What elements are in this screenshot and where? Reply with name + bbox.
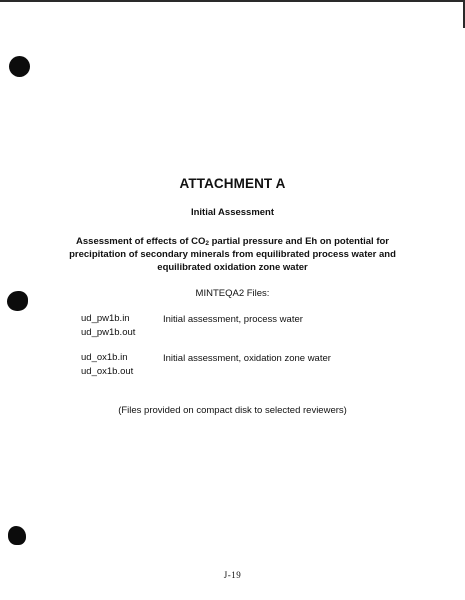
file-name: ud_pw1b.out — [81, 327, 136, 338]
file-name: ud_ox1b.out — [81, 366, 134, 377]
punch-hole-top — [9, 56, 30, 77]
file-name: ud_pw1b.in — [81, 313, 130, 324]
description-part-2: partial pressure and Eh on potential for precipitation of secondary minerals from equilibrated process water and equilibrated oxidation zone water — [69, 236, 396, 273]
file-group-description: Initial assessment, process water — [163, 314, 303, 325]
description-part-1: Assessment of effects of CO — [76, 236, 206, 247]
files-note: (Files provided on compact disk to selected reviewers) — [118, 405, 347, 416]
attachment-subtitle: Initial Assessment — [190, 207, 275, 218]
attachment-title: ATTACHMENT A — [179, 176, 286, 191]
file-list — [81, 351, 171, 379]
assessment-description — [60, 235, 405, 274]
description-subscript: 2 — [205, 240, 209, 247]
file-group-description: Initial assessment, oxidation zone water — [163, 353, 331, 364]
scan-edge-top — [0, 0, 465, 2]
punch-hole-bottom — [8, 526, 26, 545]
files-heading: MINTEQA2 Files: — [195, 288, 270, 299]
file-list — [81, 312, 171, 340]
page-number: J-19 — [223, 570, 242, 580]
file-name: ud_ox1b.in — [81, 352, 128, 363]
